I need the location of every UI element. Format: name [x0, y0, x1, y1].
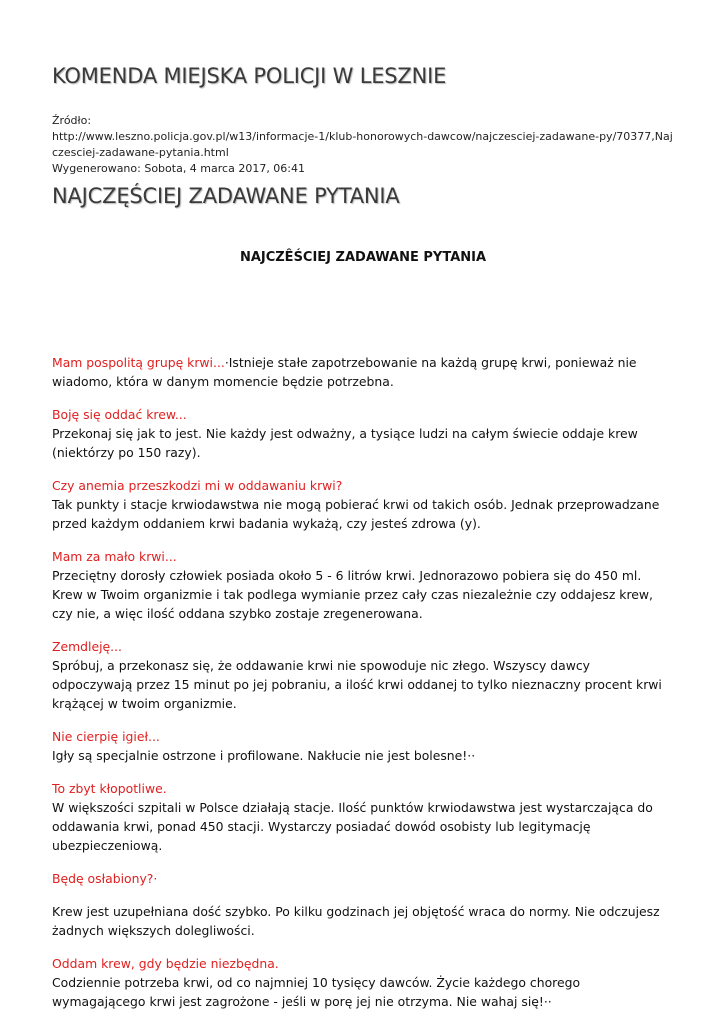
generated-date: Wygenerowano: Sobota, 4 marca 2017, 06:41 — [52, 162, 306, 175]
page-title: NAJCZĘŚCIEJ ZADAWANE PYTANIA — [52, 184, 400, 208]
faq-item — [52, 547, 674, 623]
faq-question: Mam za mało krwi... — [52, 549, 177, 564]
faq-answer: Tak punkty i stacje krwiodawstwa nie mogą pobierać krwi od takich osób. Jednak przeprowadzane przed każdym oddaniem krwi badania wykażą, czy jesteś zdrowa (y). — [52, 497, 660, 531]
faq-item — [52, 353, 674, 391]
faq-answer: Krew jest uzupełniana dość szybko. Po kilku godzinach jej objętość wraca do normy. Nie odczujesz żadnych większych dolegliwości. — [52, 904, 660, 938]
faq-question: Nie cierpię igieł... — [52, 729, 160, 744]
faq-item — [52, 954, 674, 1011]
faq-item — [52, 405, 674, 462]
organization-title: KOMENDA MIEJSKA POLICJI W LESZNIE — [52, 64, 447, 88]
source-metadata — [52, 113, 674, 177]
faq-item — [52, 637, 674, 713]
faq-question: Zemdleję... — [52, 639, 122, 654]
faq-answer: Spróbuj, a przekonasz się, że oddawanie krwi nie spowoduje nic złego. Wszyscy dawcy odpoczywają przez 15 minut po jej pobraniu, a ilość krwi oddanej to tylko nieznaczny procent krwi krążącej w twoim organizmie. — [52, 658, 662, 711]
faq-item — [52, 476, 674, 533]
faq-question: Mam pospolitą grupę krwi... — [52, 355, 225, 370]
faq-question: Oddam krew, gdy będzie niezbędna. — [52, 956, 279, 971]
faq-question: Będę osłabiony?· — [52, 871, 158, 886]
faq-answer: W większości szpitali w Polsce działają stacje. Ilość punktów krwiodawstwa jest wystarczająca do oddawania krwi, ponad 450 stacji. Wystarczy posiadać dowód osobisty lub legitymację ubezpieczeniową. — [52, 800, 653, 853]
faq-answer: ·Istnieje stałe zapotrzebowanie na każdą grupę krwi, ponieważ nie wiadomo, która w danym momencie będzie potrzebna. — [52, 355, 637, 389]
faq-answer: Codziennie potrzeba krwi, od co najmniej 10 tysięcy dawców. Życie każdego chorego wymagającego krwi jest zagrożone - jeśli w porę jej nie otrzyma. Nie wahaj się!·· — [52, 975, 581, 1009]
faq-answer: Przeciętny dorosły człowiek posiada około 5 - 6 litrów krwi. Jednorazowo pobiera się do 450 ml. Krew w Twoim organizmie i tak podlega wymianie przez cały czas niezależnie czy oddajesz krew, czy nie, a więc ilość oddana szybko zostaje zregenerowana. — [52, 568, 653, 621]
article-subtitle: NAJCZÊŚCIEJ ZADAWANE PYTANIA — [239, 250, 487, 265]
faq-question: Boję się oddać krew... — [52, 407, 187, 422]
faq-question: To zbyt kłopotliwe. — [52, 781, 167, 796]
faq-question: Czy anemia przeszkodzi mi w oddawaniu krwi? — [52, 478, 343, 493]
faq-item — [52, 779, 674, 855]
source-url: http://www.leszno.policja.gov.pl/w13/informacje-1/klub-honorowych-dawcow/najczesciej-zadawane-py/70377,Najczesciej-zadawane-pytania.html — [52, 130, 673, 159]
faq-item — [52, 727, 674, 765]
spacer — [52, 888, 674, 902]
faq-answer: Igły są specjalnie ostrzone i profilowane. Nakłucie nie jest bolesne!·· — [52, 748, 476, 763]
faq-list — [52, 353, 674, 1025]
faq-answer: Przekonaj się jak to jest. Nie każdy jest odważny, a tysiące ludzi na całym świecie oddaje krew (niektórzy po 150 razy). — [52, 426, 638, 460]
faq-item — [52, 869, 674, 940]
source-label: Źródło: — [52, 114, 92, 127]
